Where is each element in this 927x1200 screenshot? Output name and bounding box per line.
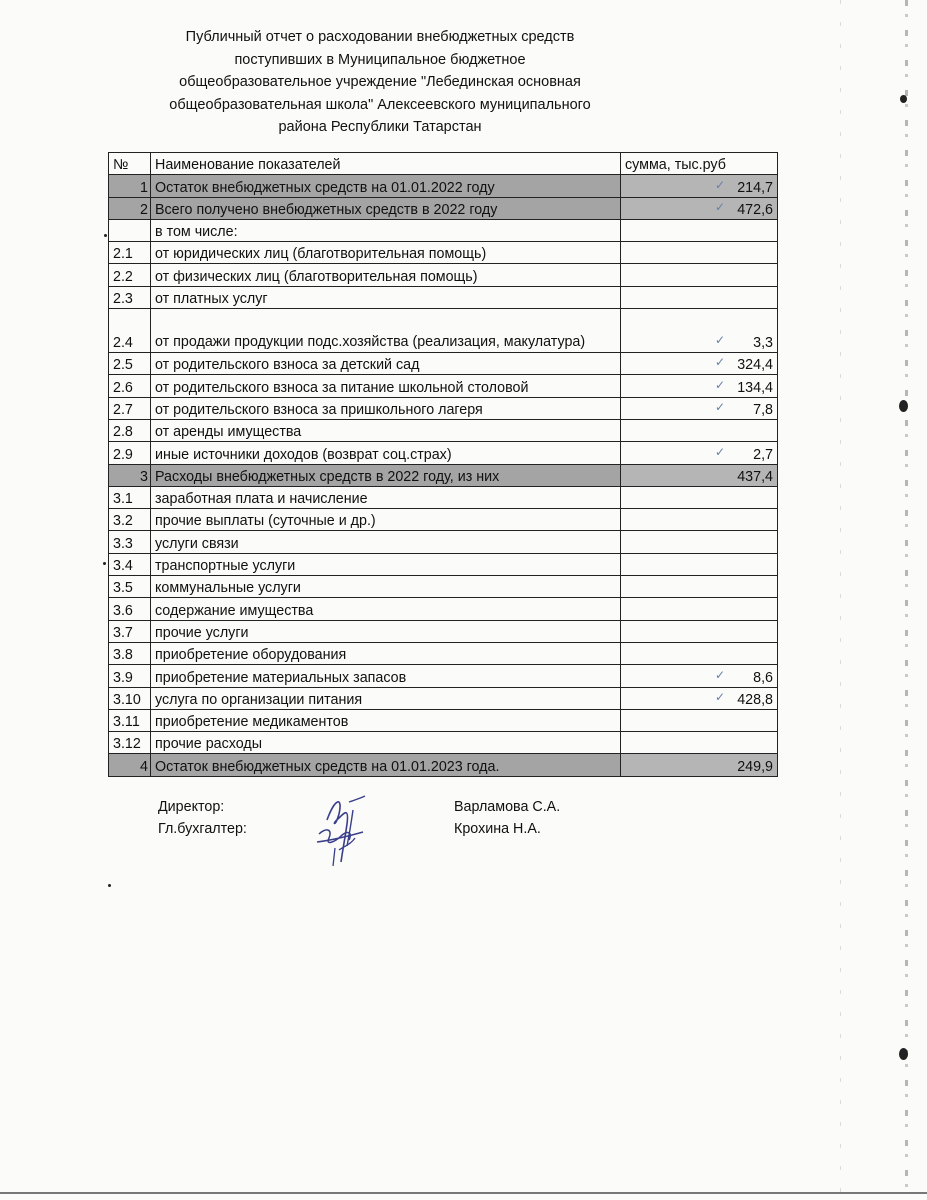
row-sum bbox=[621, 642, 778, 664]
title-line: Публичный отчет о расходовании внебюджетных средств bbox=[185, 29, 575, 45]
row-name: коммунальные услуги bbox=[151, 576, 621, 598]
row-sum bbox=[621, 709, 778, 731]
scan-speck bbox=[108, 884, 111, 887]
checkmark-icon: ✓ bbox=[714, 444, 725, 459]
row-name: от продажи продукции подс.хозяйства (реализация, макулатура) bbox=[151, 309, 621, 353]
table-row bbox=[109, 242, 778, 264]
checkmark-icon: ✓ bbox=[714, 199, 725, 214]
checkmark-icon: ✓ bbox=[714, 177, 725, 192]
checkmark-icon: ✓ bbox=[714, 377, 725, 392]
row-number: 2.9 bbox=[109, 442, 151, 464]
title-line: общеобразовательное учреждение "Лебединская основная bbox=[179, 74, 581, 90]
table-row bbox=[109, 553, 778, 575]
row-name: от юридических лиц (благотворительная помощь) bbox=[151, 242, 621, 264]
row-number: 2.7 bbox=[109, 397, 151, 419]
row-name: от родительского взноса за пришкольного лагеря bbox=[151, 397, 621, 419]
table-row bbox=[109, 397, 778, 419]
row-number: 3.1 bbox=[109, 486, 151, 508]
expense-report-table bbox=[108, 152, 778, 777]
table-row bbox=[109, 486, 778, 508]
row-number: 3.9 bbox=[109, 665, 151, 687]
row-sum: 437,4 bbox=[621, 464, 778, 486]
row-number: 2.2 bbox=[109, 264, 151, 286]
table-row bbox=[109, 219, 778, 241]
report-title bbox=[150, 26, 610, 139]
row-number: 2.1 bbox=[109, 242, 151, 264]
punch-hole-mark bbox=[899, 1048, 908, 1060]
table-row bbox=[109, 464, 778, 486]
row-number: 3.5 bbox=[109, 576, 151, 598]
row-number: 3 bbox=[109, 464, 151, 486]
director-name: Варламова С.А. bbox=[454, 799, 561, 815]
director-label: Директор: bbox=[158, 799, 225, 815]
title-line: поступивших в Муниципальное бюджетное bbox=[234, 51, 526, 68]
title-line: общеобразовательная школа" Алексеевского муниципального bbox=[169, 96, 591, 113]
scan-speck bbox=[103, 562, 106, 565]
row-sum bbox=[621, 419, 778, 441]
checkmark-icon: ✓ bbox=[714, 355, 725, 370]
table-row bbox=[109, 709, 778, 731]
signature-labels bbox=[158, 796, 247, 840]
row-number bbox=[109, 219, 151, 241]
row-sum bbox=[621, 264, 778, 286]
row-number: 2.4 bbox=[109, 309, 151, 353]
row-number: 1 bbox=[109, 175, 151, 197]
row-sum: ✓ 134,4 bbox=[621, 375, 778, 397]
row-sum bbox=[621, 219, 778, 241]
row-sum bbox=[621, 553, 778, 575]
row-name: от аренды имущества bbox=[151, 419, 621, 441]
row-number: 3.2 bbox=[109, 509, 151, 531]
row-sum: 249,9 bbox=[621, 754, 778, 776]
row-sum bbox=[621, 286, 778, 308]
scan-edge-artifact bbox=[905, 0, 908, 1200]
row-name: прочие расходы bbox=[151, 732, 621, 754]
table-row bbox=[109, 264, 778, 286]
row-number: 3.8 bbox=[109, 642, 151, 664]
row-sum bbox=[621, 732, 778, 754]
table-row bbox=[109, 576, 778, 598]
row-number: 3.10 bbox=[109, 687, 151, 709]
table-row bbox=[109, 375, 778, 397]
header-indicator-name: Наименование показателей bbox=[151, 153, 621, 175]
table-row bbox=[109, 419, 778, 441]
row-sum bbox=[621, 576, 778, 598]
checkmark-icon: ✓ bbox=[714, 689, 725, 704]
row-name: Остаток внебюджетных средств на 01.01.2022 году bbox=[151, 175, 621, 197]
table-row bbox=[109, 687, 778, 709]
table-row bbox=[109, 531, 778, 553]
row-name: транспортные услуги bbox=[151, 553, 621, 575]
row-number: 4 bbox=[109, 754, 151, 776]
table-row bbox=[109, 665, 778, 687]
row-name: иные источники доходов (возврат соц.страх) bbox=[151, 442, 621, 464]
row-number: 3.3 bbox=[109, 531, 151, 553]
row-sum: ✓ 324,4 bbox=[621, 353, 778, 375]
table-row bbox=[109, 754, 778, 776]
row-number: 3.6 bbox=[109, 598, 151, 620]
row-sum bbox=[621, 242, 778, 264]
row-name: заработная плата и начисление bbox=[151, 486, 621, 508]
table-row bbox=[109, 197, 778, 219]
row-number: 2.8 bbox=[109, 419, 151, 441]
header-sum: сумма, тыс.руб bbox=[621, 153, 778, 175]
handwritten-signature bbox=[305, 790, 385, 870]
punch-hole-mark bbox=[899, 400, 908, 412]
row-number: 2 bbox=[109, 197, 151, 219]
accountant-label: Гл.бухгалтер: bbox=[158, 821, 247, 837]
row-name: от платных услуг bbox=[151, 286, 621, 308]
row-number: 2.3 bbox=[109, 286, 151, 308]
table-row bbox=[109, 175, 778, 197]
row-name: в том числе: bbox=[151, 219, 621, 241]
row-sum bbox=[621, 531, 778, 553]
table-header-row bbox=[109, 153, 778, 175]
row-number: 2.6 bbox=[109, 375, 151, 397]
row-name: прочие услуги bbox=[151, 620, 621, 642]
table-row bbox=[109, 642, 778, 664]
accountant-name: Крохина Н.А. bbox=[454, 821, 541, 837]
scan-bottom-edge bbox=[0, 1192, 927, 1194]
checkmark-icon: ✓ bbox=[714, 667, 725, 682]
row-name: приобретение оборудования bbox=[151, 642, 621, 664]
row-name: услуга по организации питания bbox=[151, 687, 621, 709]
row-sum: ✓ 3,3 bbox=[621, 309, 778, 353]
row-number: 3.12 bbox=[109, 732, 151, 754]
table-row bbox=[109, 309, 778, 353]
scan-edge-artifact-faint bbox=[840, 0, 841, 1200]
row-sum: ✓ 214,7 bbox=[621, 175, 778, 197]
row-sum: ✓ 7,8 bbox=[621, 397, 778, 419]
title-line: района Республики Татарстан bbox=[278, 119, 482, 135]
row-name: Расходы внебюджетных средств в 2022 году, из них bbox=[151, 464, 621, 486]
row-number: 3.11 bbox=[109, 709, 151, 731]
row-sum: ✓ 2,7 bbox=[621, 442, 778, 464]
row-sum: ✓ 428,8 bbox=[621, 687, 778, 709]
checkmark-icon: ✓ bbox=[714, 399, 725, 414]
table-row bbox=[109, 620, 778, 642]
row-name: приобретение материальных запасов bbox=[151, 665, 621, 687]
table-row bbox=[109, 442, 778, 464]
row-name: Остаток внебюджетных средств на 01.01.2023 года. bbox=[151, 754, 621, 776]
table-row bbox=[109, 286, 778, 308]
row-sum: ✓ 472,6 bbox=[621, 197, 778, 219]
row-sum bbox=[621, 620, 778, 642]
row-sum bbox=[621, 598, 778, 620]
header-number: № bbox=[109, 153, 151, 175]
punch-hole-mark bbox=[900, 95, 907, 103]
row-number: 3.7 bbox=[109, 620, 151, 642]
row-number: 2.5 bbox=[109, 353, 151, 375]
row-name: Всего получено внебюджетных средств в 2022 году bbox=[151, 197, 621, 219]
table-row bbox=[109, 598, 778, 620]
row-number: 3.4 bbox=[109, 553, 151, 575]
signature-names bbox=[454, 796, 560, 840]
row-sum bbox=[621, 509, 778, 531]
scan-speck bbox=[104, 234, 107, 237]
row-name: услуги связи bbox=[151, 531, 621, 553]
row-sum bbox=[621, 486, 778, 508]
row-name: от родительского взноса за питание школьной столовой bbox=[151, 375, 621, 397]
checkmark-icon: ✓ bbox=[714, 333, 725, 348]
table-row bbox=[109, 353, 778, 375]
row-name: прочие выплаты (суточные и др.) bbox=[151, 509, 621, 531]
table-row bbox=[109, 509, 778, 531]
row-sum: ✓ 8,6 bbox=[621, 665, 778, 687]
row-name: содержание имущества bbox=[151, 598, 621, 620]
row-name: приобретение медикаментов bbox=[151, 709, 621, 731]
row-name: от физических лиц (благотворительная помощь) bbox=[151, 264, 621, 286]
row-name: от родительского взноса за детский сад bbox=[151, 353, 621, 375]
table-row bbox=[109, 732, 778, 754]
